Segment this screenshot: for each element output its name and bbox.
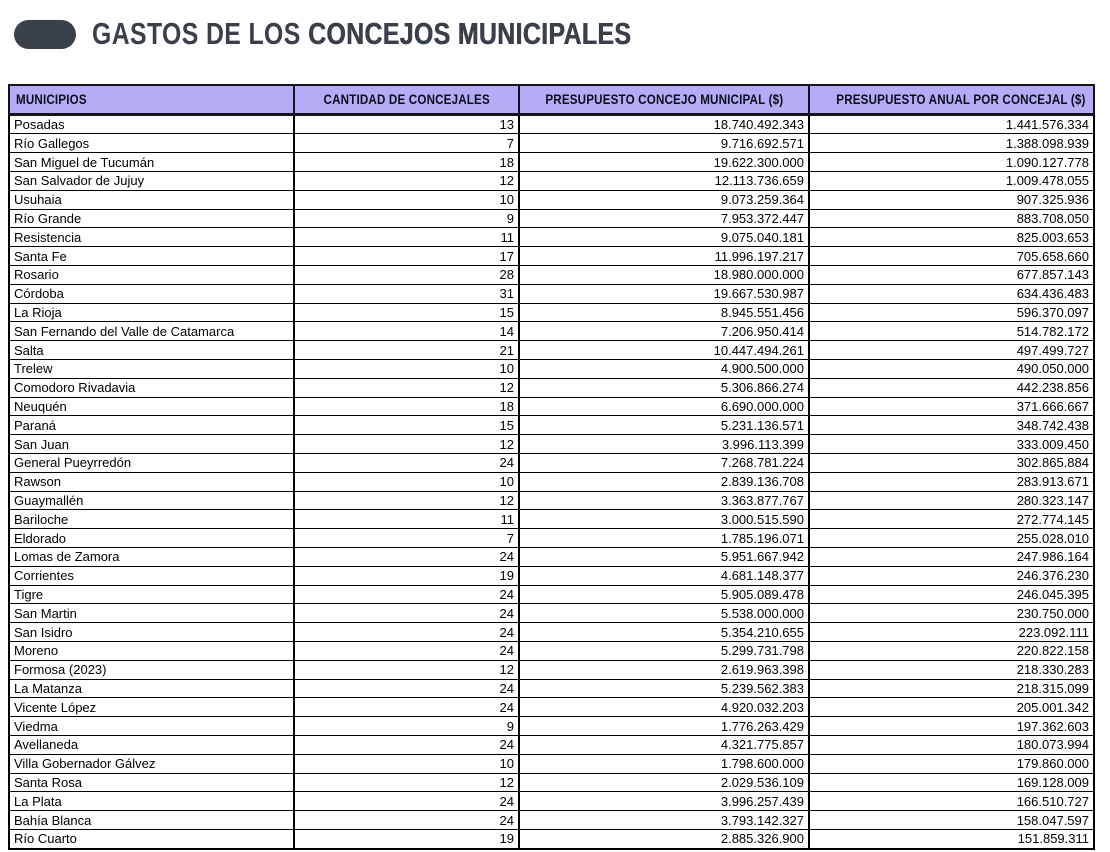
- presupuesto-concejo-cell: 2.619.963.398: [519, 660, 809, 679]
- table-row: [9, 754, 1094, 773]
- page-title: [92, 16, 631, 52]
- municipio-cell: Comodoro Rivadavia: [9, 378, 294, 397]
- concejales-cell: 11: [294, 228, 519, 247]
- concejales-cell: 24: [294, 548, 519, 567]
- concejales-cell: 24: [294, 454, 519, 473]
- presupuesto-por-concejal-cell: 246.376.230: [809, 566, 1094, 585]
- municipio-cell: Moreno: [9, 641, 294, 660]
- concejales-cell: 18: [294, 397, 519, 416]
- concejales-cell: 21: [294, 341, 519, 360]
- presupuesto-concejo-cell: 5.299.731.798: [519, 641, 809, 660]
- municipio-cell: Córdoba: [9, 284, 294, 303]
- municipio-cell: Rawson: [9, 472, 294, 491]
- presupuesto-concejo-cell: 18.740.492.343: [519, 114, 809, 134]
- presupuesto-por-concejal-cell: 280.323.147: [809, 491, 1094, 510]
- municipio-cell: San Martin: [9, 604, 294, 623]
- table-row: [9, 623, 1094, 642]
- presupuesto-concejo-cell: 2.029.536.109: [519, 773, 809, 792]
- presupuesto-por-concejal-cell: 333.009.450: [809, 435, 1094, 454]
- concejales-cell: 24: [294, 698, 519, 717]
- concejales-cell: 31: [294, 284, 519, 303]
- presupuesto-concejo-cell: 1.785.196.071: [519, 529, 809, 548]
- table-row: [9, 679, 1094, 698]
- table-row: [9, 717, 1094, 736]
- presupuesto-concejo-cell: 4.920.032.203: [519, 698, 809, 717]
- title-bar: [14, 14, 766, 54]
- presupuesto-concejo-cell: 8.945.551.456: [519, 303, 809, 322]
- table-header-row: [9, 85, 1094, 114]
- presupuesto-concejo-cell: 4.900.500.000: [519, 360, 809, 379]
- presupuesto-concejo-cell: 1.776.263.429: [519, 717, 809, 736]
- presupuesto-por-concejal-cell: 151.859.311: [809, 829, 1094, 849]
- presupuesto-por-concejal-cell: 158.047.597: [809, 811, 1094, 830]
- municipio-cell: Río Gallegos: [9, 134, 294, 153]
- presupuesto-concejo-cell: 3.000.515.590: [519, 510, 809, 529]
- presupuesto-concejo-cell: 12.113.736.659: [519, 172, 809, 191]
- municipio-cell: Santa Rosa: [9, 773, 294, 792]
- concejales-cell: 12: [294, 491, 519, 510]
- municipio-cell: Lomas de Zamora: [9, 548, 294, 567]
- table-row: [9, 322, 1094, 341]
- municipio-cell: La Rioja: [9, 303, 294, 322]
- column-header-cantidad-concejales: CANTIDAD DE CONCEJALES: [294, 85, 519, 114]
- table-row: [9, 604, 1094, 623]
- presupuesto-concejo-cell: 9.075.040.181: [519, 228, 809, 247]
- presupuesto-por-concejal-cell: 907.325.936: [809, 190, 1094, 209]
- concejales-cell: 13: [294, 114, 519, 134]
- concejales-cell: 17: [294, 247, 519, 266]
- presupuesto-concejo-cell: 1.798.600.000: [519, 754, 809, 773]
- concejales-cell: 28: [294, 266, 519, 285]
- municipio-cell: San Juan: [9, 435, 294, 454]
- presupuesto-por-concejal-cell: 218.330.283: [809, 660, 1094, 679]
- concejales-cell: 12: [294, 435, 519, 454]
- municipio-cell: Viedma: [9, 717, 294, 736]
- concejales-cell: 24: [294, 623, 519, 642]
- concejales-cell: 10: [294, 360, 519, 379]
- presupuesto-por-concejal-cell: 180.073.994: [809, 735, 1094, 754]
- concejales-cell: 15: [294, 416, 519, 435]
- municipio-cell: La Matanza: [9, 679, 294, 698]
- municipio-cell: Río Cuarto: [9, 829, 294, 849]
- presupuesto-por-concejal-cell: 1.388.098.939: [809, 134, 1094, 153]
- presupuesto-concejo-cell: 2.885.326.900: [519, 829, 809, 849]
- presupuesto-por-concejal-cell: 247.986.164: [809, 548, 1094, 567]
- presupuesto-concejo-cell: 5.354.210.655: [519, 623, 809, 642]
- table-row: [9, 209, 1094, 228]
- municipio-cell: Trelew: [9, 360, 294, 379]
- presupuesto-por-concejal-cell: 490.050.000: [809, 360, 1094, 379]
- table-row: [9, 435, 1094, 454]
- municipio-cell: Posadas: [9, 114, 294, 134]
- presupuesto-por-concejal-cell: 1.009.478.055: [809, 172, 1094, 191]
- concejales-cell: 19: [294, 829, 519, 849]
- table-row: [9, 114, 1094, 134]
- presupuesto-concejo-cell: 2.839.136.708: [519, 472, 809, 491]
- table-row: [9, 266, 1094, 285]
- table-row: [9, 360, 1094, 379]
- presupuesto-concejo-cell: 19.667.530.987: [519, 284, 809, 303]
- municipio-cell: Neuquén: [9, 397, 294, 416]
- municipio-cell: Vicente López: [9, 698, 294, 717]
- table-row: [9, 548, 1094, 567]
- pill-icon: [14, 20, 76, 49]
- presupuesto-concejo-cell: 5.951.667.942: [519, 548, 809, 567]
- presupuesto-por-concejal-cell: 246.045.395: [809, 585, 1094, 604]
- table-row: [9, 153, 1094, 172]
- page-title-regular: GASTOS DE LOS: [92, 16, 308, 51]
- presupuesto-por-concejal-cell: 825.003.653: [809, 228, 1094, 247]
- table-row: [9, 454, 1094, 473]
- concejales-cell: 10: [294, 472, 519, 491]
- concejales-cell: 24: [294, 792, 519, 811]
- municipio-cell: Tigre: [9, 585, 294, 604]
- column-header-presupuesto-concejo: PRESUPUESTO CONCEJO MUNICIPAL ($): [519, 85, 809, 114]
- municipio-cell: San Fernando del Valle de Catamarca: [9, 322, 294, 341]
- table-row: [9, 792, 1094, 811]
- table-row: [9, 698, 1094, 717]
- presupuesto-concejo-cell: 7.268.781.224: [519, 454, 809, 473]
- table-row: [9, 472, 1094, 491]
- municipio-cell: Resistencia: [9, 228, 294, 247]
- concejales-cell: 10: [294, 190, 519, 209]
- table-row: [9, 811, 1094, 830]
- presupuesto-por-concejal-cell: 169.128.009: [809, 773, 1094, 792]
- concejales-cell: 18: [294, 153, 519, 172]
- presupuesto-por-concejal-cell: 283.913.671: [809, 472, 1094, 491]
- presupuesto-por-concejal-cell: 230.750.000: [809, 604, 1094, 623]
- presupuesto-por-concejal-cell: 166.510.727: [809, 792, 1094, 811]
- concejales-cell: 24: [294, 811, 519, 830]
- presupuesto-por-concejal-cell: 677.857.143: [809, 266, 1094, 285]
- table-row: [9, 529, 1094, 548]
- presupuesto-por-concejal-cell: 197.362.603: [809, 717, 1094, 736]
- concejales-cell: 24: [294, 735, 519, 754]
- municipio-cell: San Miguel de Tucumán: [9, 153, 294, 172]
- municipio-cell: Villa Gobernador Gálvez: [9, 754, 294, 773]
- concejales-cell: 24: [294, 604, 519, 623]
- column-header-municipios: MUNICIPIOS: [9, 85, 294, 114]
- table-body: [9, 114, 1094, 849]
- presupuesto-concejo-cell: 9.716.692.571: [519, 134, 809, 153]
- concejales-cell: 12: [294, 660, 519, 679]
- municipio-cell: General Pueyrredón: [9, 454, 294, 473]
- presupuesto-por-concejal-cell: 705.658.660: [809, 247, 1094, 266]
- presupuesto-concejo-cell: 4.681.148.377: [519, 566, 809, 585]
- concejales-cell: 15: [294, 303, 519, 322]
- municipal-budget-table-wrap: [8, 84, 1095, 850]
- presupuesto-concejo-cell: 3.996.113.399: [519, 435, 809, 454]
- municipio-cell: Salta: [9, 341, 294, 360]
- presupuesto-por-concejal-cell: 634.436.483: [809, 284, 1094, 303]
- table-row: [9, 247, 1094, 266]
- municipio-cell: Avellaneda: [9, 735, 294, 754]
- presupuesto-concejo-cell: 7.953.372.447: [519, 209, 809, 228]
- table-row: [9, 585, 1094, 604]
- table-row: [9, 641, 1094, 660]
- municipio-cell: San Salvador de Jujuy: [9, 172, 294, 191]
- presupuesto-por-concejal-cell: 596.370.097: [809, 303, 1094, 322]
- municipio-cell: Paraná: [9, 416, 294, 435]
- presupuesto-por-concejal-cell: 220.822.158: [809, 641, 1094, 660]
- presupuesto-por-concejal-cell: 1.441.576.334: [809, 114, 1094, 134]
- presupuesto-concejo-cell: 5.905.089.478: [519, 585, 809, 604]
- municipio-cell: Eldorado: [9, 529, 294, 548]
- presupuesto-concejo-cell: 10.447.494.261: [519, 341, 809, 360]
- concejales-cell: 9: [294, 717, 519, 736]
- presupuesto-por-concejal-cell: 272.774.145: [809, 510, 1094, 529]
- presupuesto-por-concejal-cell: 442.238.856: [809, 378, 1094, 397]
- concejales-cell: 7: [294, 134, 519, 153]
- municipio-cell: Guaymallén: [9, 491, 294, 510]
- table-row: [9, 735, 1094, 754]
- presupuesto-por-concejal-cell: 205.001.342: [809, 698, 1094, 717]
- table-row: [9, 491, 1094, 510]
- presupuesto-por-concejal-cell: 348.742.438: [809, 416, 1094, 435]
- table-row: [9, 172, 1094, 191]
- municipio-cell: Bariloche: [9, 510, 294, 529]
- table-row: [9, 660, 1094, 679]
- municipio-cell: Usuhaia: [9, 190, 294, 209]
- concejales-cell: 12: [294, 378, 519, 397]
- concejales-cell: 10: [294, 754, 519, 773]
- table-row: [9, 829, 1094, 849]
- presupuesto-concejo-cell: 3.793.142.327: [519, 811, 809, 830]
- presupuesto-por-concejal-cell: 179.860.000: [809, 754, 1094, 773]
- table-row: [9, 228, 1094, 247]
- page-title-bold: CONCEJOS MUNICIPALES: [307, 16, 632, 51]
- presupuesto-concejo-cell: 5.231.136.571: [519, 416, 809, 435]
- concejales-cell: 14: [294, 322, 519, 341]
- presupuesto-por-concejal-cell: 1.090.127.778: [809, 153, 1094, 172]
- presupuesto-por-concejal-cell: 302.865.884: [809, 454, 1094, 473]
- municipal-budget-table: [8, 84, 1095, 850]
- table-row: [9, 284, 1094, 303]
- municipio-cell: Río Grande: [9, 209, 294, 228]
- presupuesto-concejo-cell: 19.622.300.000: [519, 153, 809, 172]
- municipio-cell: La Plata: [9, 792, 294, 811]
- municipio-cell: Santa Fe: [9, 247, 294, 266]
- presupuesto-por-concejal-cell: 218.315.099: [809, 679, 1094, 698]
- presupuesto-concejo-cell: 7.206.950.414: [519, 322, 809, 341]
- municipio-cell: Corrientes: [9, 566, 294, 585]
- table-row: [9, 134, 1094, 153]
- column-header-presupuesto-por-concejal: PRESUPUESTO ANUAL POR CONCEJAL ($): [809, 85, 1094, 114]
- presupuesto-por-concejal-cell: 497.499.727: [809, 341, 1094, 360]
- table-row: [9, 190, 1094, 209]
- table-row: [9, 303, 1094, 322]
- table-row: [9, 378, 1094, 397]
- presupuesto-concejo-cell: 3.363.877.767: [519, 491, 809, 510]
- table-row: [9, 510, 1094, 529]
- presupuesto-por-concejal-cell: 223.092.111: [809, 623, 1094, 642]
- presupuesto-concejo-cell: 9.073.259.364: [519, 190, 809, 209]
- table-row: [9, 416, 1094, 435]
- municipio-cell: Formosa (2023): [9, 660, 294, 679]
- presupuesto-por-concejal-cell: 514.782.172: [809, 322, 1094, 341]
- concejales-cell: 11: [294, 510, 519, 529]
- concejales-cell: 7: [294, 529, 519, 548]
- concejales-cell: 9: [294, 209, 519, 228]
- concejales-cell: 12: [294, 773, 519, 792]
- presupuesto-concejo-cell: 5.538.000.000: [519, 604, 809, 623]
- presupuesto-concejo-cell: 18.980.000.000: [519, 266, 809, 285]
- presupuesto-por-concejal-cell: 255.028.010: [809, 529, 1094, 548]
- concejales-cell: 19: [294, 566, 519, 585]
- table-row: [9, 341, 1094, 360]
- presupuesto-concejo-cell: 5.306.866.274: [519, 378, 809, 397]
- presupuesto-concejo-cell: 11.996.197.217: [519, 247, 809, 266]
- table-row: [9, 397, 1094, 416]
- presupuesto-concejo-cell: 5.239.562.383: [519, 679, 809, 698]
- presupuesto-por-concejal-cell: 371.666.667: [809, 397, 1094, 416]
- municipio-cell: San Isidro: [9, 623, 294, 642]
- concejales-cell: 24: [294, 585, 519, 604]
- municipio-cell: Bahía Blanca: [9, 811, 294, 830]
- table-row: [9, 566, 1094, 585]
- concejales-cell: 24: [294, 641, 519, 660]
- concejales-cell: 24: [294, 679, 519, 698]
- concejales-cell: 12: [294, 172, 519, 191]
- presupuesto-concejo-cell: 6.690.000.000: [519, 397, 809, 416]
- presupuesto-por-concejal-cell: 883.708.050: [809, 209, 1094, 228]
- presupuesto-concejo-cell: 3.996.257.439: [519, 792, 809, 811]
- municipio-cell: Rosario: [9, 266, 294, 285]
- table-row: [9, 773, 1094, 792]
- presupuesto-concejo-cell: 4.321.775.857: [519, 735, 809, 754]
